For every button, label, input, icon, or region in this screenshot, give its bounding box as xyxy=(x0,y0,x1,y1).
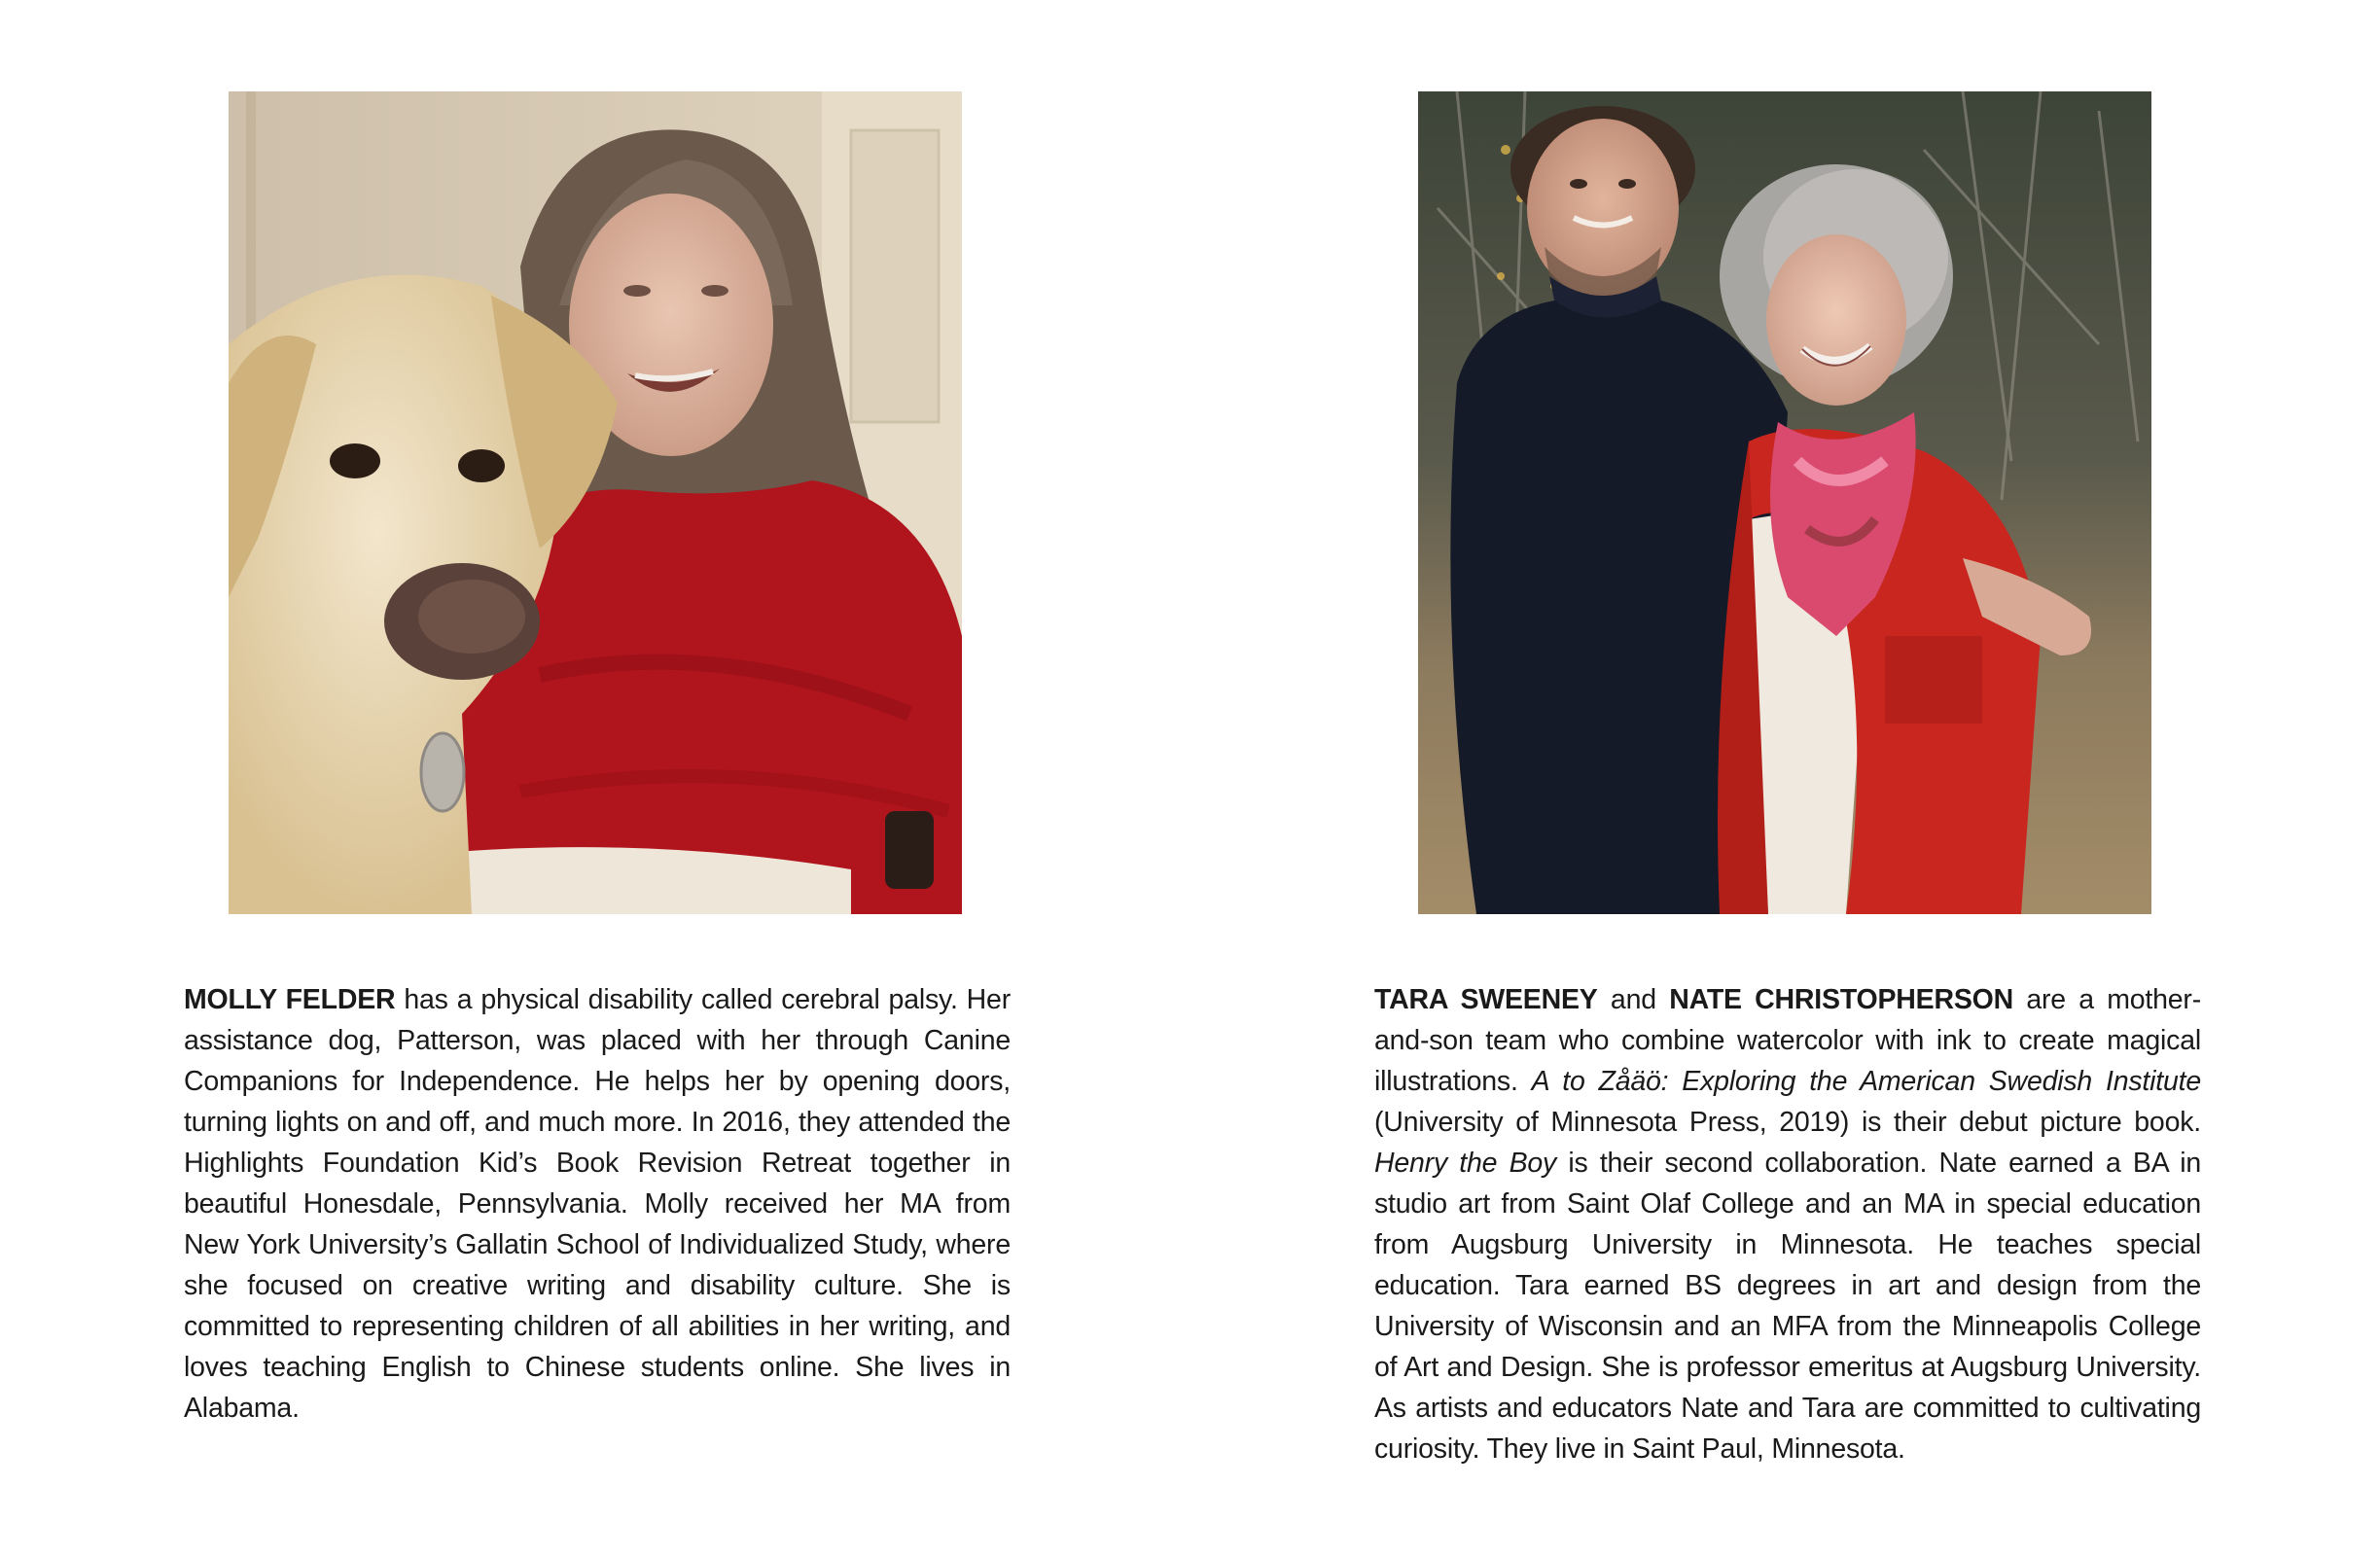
photo-illustration xyxy=(1418,91,2151,914)
book-title-henry-the-boy: Henry the Boy xyxy=(1374,1147,1557,1179)
tara-nate-bio xyxy=(1374,979,2201,1469)
book-title-a-to-zaao: A to Zåäö: Exploring the American Swedish Institute xyxy=(1531,1065,2201,1097)
bio-text-1: are a mother-and-son team who combine watercolor with ink to create magical illustrations. xyxy=(1374,983,2201,1097)
bio-text: has a physical disability called cerebral palsy. Her assistance dog, Patterson, was placed with her through Canine Companions for Independence. He helps her by opening doors, turning lights on and off, and much more. In 2016, they attended the Highlights Foundation Kid’s Book Revision Retreat together in beautiful Honesdale, Pennsylvania. Molly received her MA from New York University’s Gallatin School of Individualized Study, where she focused on creative writing and disability culture. She is committed to representing children of all abilities in her writing, and loves teaching English to Chinese students online. She lives in Alabama. xyxy=(184,983,1011,1424)
bio-text-3: is their second collaboration. Nate earned a BA in studio art from Saint Olaf College and an MA in special education from Augsburg University in Minnesota. He teaches special education. Tara earned BS degrees in art and design from the University of Wisconsin and an MFA from the Minneapolis College of Art and Design. She is professor emeritus at Augsburg University. As artists and educators Nate and Tara are committed to cultivating curiosity. They live in Saint Paul, Minnesota. xyxy=(1374,1147,2201,1465)
tara-sweeney-nate-christopherson-photo xyxy=(1418,91,2151,914)
molly-felder-bio xyxy=(184,979,1011,1429)
bio-text-2: (University of Minnesota Press, 2019) is their debut picture book. xyxy=(1374,1106,2201,1138)
molly-felder-photo xyxy=(229,91,962,914)
author-name-nate: NATE CHRISTOPHERSON xyxy=(1669,983,2014,1015)
bio-conjunction: and xyxy=(1597,983,1670,1015)
author-name-tara: TARA SWEENEY xyxy=(1374,983,1598,1015)
photo-illustration xyxy=(229,91,962,914)
author-name: MOLLY FELDER xyxy=(184,983,396,1015)
